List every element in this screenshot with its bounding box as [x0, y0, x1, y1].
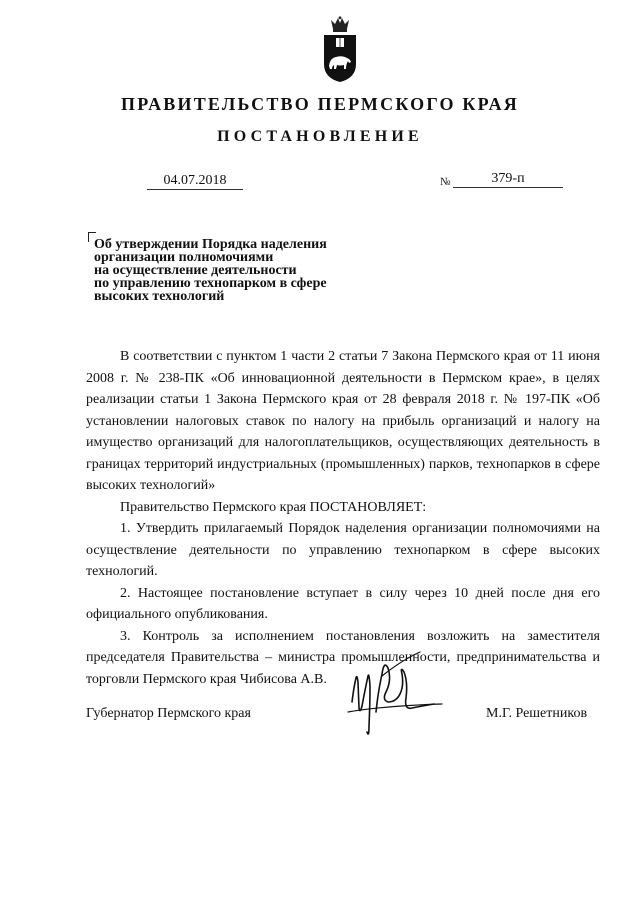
subject-line: Об утверждении Порядка наделения	[94, 237, 327, 252]
signatory-position: Губернатор Пермского края	[86, 706, 251, 721]
item-1-paragraph: 1. Утвердить прилагаемый Порядок наделения организации полномочиями на осуществление деятельности по управлению технопарком в сфере высоких технологий.	[86, 521, 600, 579]
item-3-paragraph: 3. Контроль за исполнением постановления возложить на заместителя председателя Правительства – министра промышленности, предпринимательства и торговли Пермского края Чибисова А.В.	[86, 628, 600, 687]
coat-of-arms-icon	[321, 16, 359, 84]
number-sign: №	[440, 176, 451, 188]
document-subject	[94, 238, 384, 303]
document-type-title: ПОСТАНОВЛЕНИЕ	[217, 128, 423, 145]
subject-line: по управлению технопарком в сфере	[94, 276, 327, 291]
subject-line: на осуществление деятельности	[94, 263, 297, 278]
document-body	[86, 346, 600, 690]
resolves-paragraph: Правительство Пермского края ПОСТАНОВЛЯЕТ:	[120, 499, 427, 515]
subject-line: организации полномочиями	[94, 250, 274, 265]
handwritten-signature	[342, 646, 462, 746]
document-number: 379-п	[453, 170, 563, 188]
government-title: ПРАВИТЕЛЬСТВО ПЕРМСКОГО КРАЯ	[121, 94, 519, 114]
item-2-paragraph: 2. Настоящее постановление вступает в силу через 10 дней после дня его официального опубликования.	[86, 585, 600, 622]
subject-line: высоких технологий	[94, 289, 225, 304]
preamble-paragraph: В соответствии с пунктом 1 части 2 статьи 7 Закона Пермского края от 11 июня 2008 г. № 238-ПК «Об инновационной деятельности в Пермском крае», в целях реализации статьи 1 Закона Пермского края от 28 февраля 2018 г. № 197-ПК «Об установлении налоговых ставок по налогу на прибыль организаций и налогу на имущество организаций для налогоплательщиков, осуществляющих деятельность в границах территорий индустриальных (промышленных) парков, технопарков в сфере высоких технологий»	[86, 349, 600, 493]
signatory-name: М.Г. Решетников	[486, 706, 588, 721]
document-date: 04.07.2018	[147, 172, 243, 190]
